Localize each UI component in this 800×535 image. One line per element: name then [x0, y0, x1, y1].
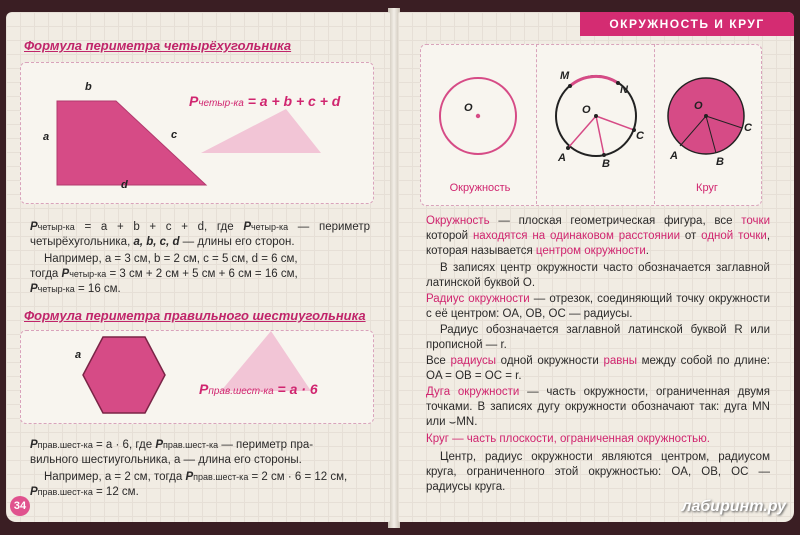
label-n: N: [620, 84, 628, 96]
heading-quadrilateral: Формула периметра четырёхугольника: [24, 38, 292, 53]
section-title: ОКРУЖНОСТЬ И КРУГ: [580, 12, 794, 36]
paragraph-disk-center: Центр, радиус окружности являются центром, радиусом круга, ограниченного этой окружностью: OA, OB, OC — радиусы круга.: [426, 451, 770, 493]
label-a-circle: A: [558, 152, 566, 164]
label-b-disk: B: [716, 156, 724, 168]
definition-disk: Круг — часть плоскости, ограниченная окружностью.: [426, 433, 710, 445]
caption-circle: Окружность: [449, 182, 511, 194]
disk-center: [704, 114, 708, 118]
caption-disk: Круг: [696, 182, 718, 194]
radius-oc: [596, 116, 634, 130]
arc-mn: [570, 76, 618, 86]
heading-hexagon: Формула периметра правильного шестиугольника: [24, 308, 366, 323]
paragraph-equal-radii: Все радиусы одной окружности равны между собой по длине: OA = OB = OC = r.: [426, 355, 770, 382]
label-o-circle: O: [464, 102, 473, 114]
faint-triangle-shape: [201, 109, 321, 153]
hexagon-panel: [20, 330, 374, 424]
point-b: [602, 153, 606, 157]
quadrilateral-figure: [21, 63, 373, 203]
center-point-2: [594, 114, 598, 118]
point-a: [566, 146, 570, 150]
radius-ob: [596, 116, 604, 155]
watermark-logo: лабиринт.ру: [681, 498, 786, 515]
label-b-circle: B: [602, 158, 610, 170]
label-a: a: [43, 131, 50, 143]
quadrilateral-definition: Pчетыр-ка = a + b + c + d, где Pчетыр-ка — периметр четырёхугольника, a, b, c, d — длины его сторон.: [30, 221, 370, 248]
definition-circle: Окружность — плоская геометрическая фигура, все точки которой находятся на одинаковом расстоянии от одной точки, которая называется центром окружности.: [426, 215, 771, 257]
hexagon-formula: Pправ.шест-ка = a · 6: [199, 381, 318, 397]
hexagon-label-a: a: [75, 349, 82, 361]
hexagon-shape: [83, 337, 165, 413]
quadrilateral-formula: Pчетыр-ка = a + b + c + d: [189, 93, 341, 109]
quadrilateral-shape: [57, 101, 206, 185]
left-page: [6, 12, 390, 522]
hexagon-example: Например, a = 2 см, тогда Pправ.шест-ка = 2 см · 6 = 12 см, Pправ.шест-ка = 12 см.: [30, 471, 348, 498]
quadrilateral-example: Например, a = 3 см, b = 2 см, c = 5 см, d = 6 см, тогда Pчетыр-ка = 3 см + 2 см + 5 см + 6 см = 16 см, Pчетыр-ка = 16 см.: [30, 253, 298, 295]
label-d: d: [121, 179, 128, 191]
page-number-left: 34: [10, 496, 30, 516]
circle-center-dot: [476, 114, 480, 118]
label-o-radii: O: [582, 104, 591, 116]
definition-radius: Радиус окружности — отрезок, соединяющий точку окружности с её центром: OA, OB, OC — радиусы.: [426, 293, 770, 320]
right-page: [398, 12, 794, 522]
label-o-disk: O: [694, 100, 703, 112]
label-c: c: [171, 129, 178, 141]
label-c-circle: C: [636, 130, 644, 142]
quadrilateral-panel: [20, 62, 374, 204]
label-b: b: [85, 81, 92, 93]
paragraph-center: В записях центр окружности часто обозначается заглавной латинской буквой O.: [426, 262, 770, 289]
radius-oa: [568, 116, 596, 148]
definition-arc: Дуга окружности — часть окружности, ограниченная двумя точками. В записях дугу окружности обозначают так: дуга MN или ⌣MN.: [426, 386, 771, 428]
label-c-disk: C: [744, 122, 752, 134]
paragraph-radius-notation: Радиус обозначается заглавной латинской буквой R или прописной — r.: [426, 324, 770, 351]
hexagon-figure: [21, 331, 373, 423]
label-a-disk: A: [670, 150, 678, 162]
label-m: M: [560, 70, 570, 82]
point-m: [568, 84, 572, 88]
hexagon-definition: Pправ.шест-ка = a · 6, где Pправ.шест-ка — периметр пра- вильного шестиугольника, a — длина его стороны.: [30, 439, 314, 466]
